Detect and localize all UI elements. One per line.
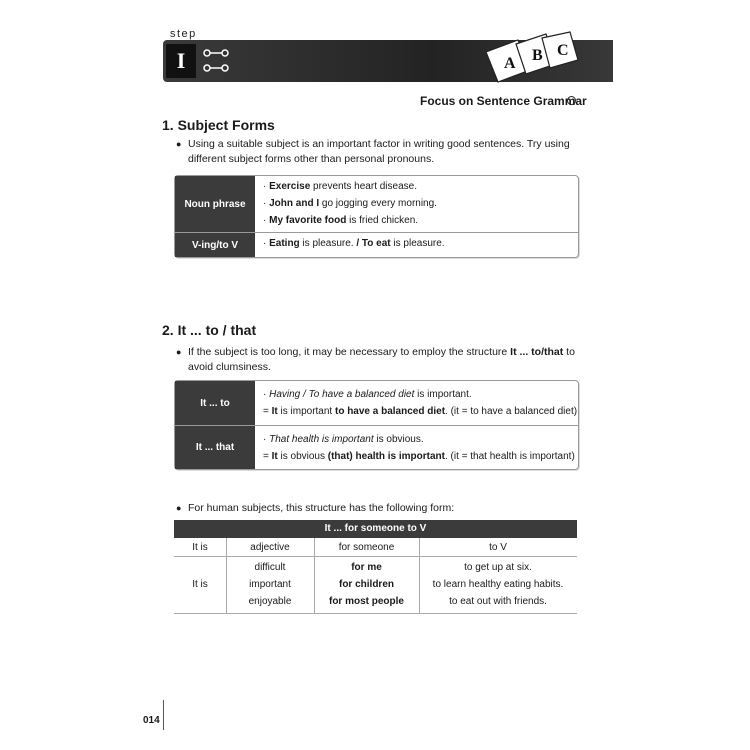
table-row <box>175 233 578 257</box>
example-line: · My favorite food is fried chicken. <box>263 215 419 226</box>
section-2-title: 2. It ... to / that <box>162 322 257 338</box>
row-body <box>263 426 575 469</box>
focus-title: Focus on Sentence Grammar <box>420 94 587 108</box>
table-row <box>175 426 578 469</box>
column-header: adjective <box>250 542 290 553</box>
example-line: · That health is important is obvious. <box>263 434 424 445</box>
letter-c: C <box>557 42 569 59</box>
step-label: step <box>170 28 197 40</box>
column-header: to V <box>489 542 507 553</box>
someone-cell: for children <box>338 579 394 590</box>
row-body <box>263 176 572 232</box>
abc-cards-illustration <box>478 30 588 84</box>
someone-cell: for most people <box>328 596 404 607</box>
table-title: It ... for someone to V <box>174 520 577 538</box>
row-body <box>263 381 578 425</box>
circle-icon <box>567 96 576 105</box>
someone-cell: for me <box>351 562 382 573</box>
section-1-bullet: Using a suitable subject is an important factor in writing good sentences. Try using different subject forms other than personal pronouns. <box>188 138 570 165</box>
bullet-icon: ● <box>176 503 182 513</box>
for-someone-table <box>174 538 577 614</box>
column-header: It is <box>192 542 208 553</box>
section-2-bullet: If the subject is too long, it may be necessary to employ the structure It ... to/that to avoid clumsiness. <box>188 346 575 373</box>
connector-icon <box>203 48 229 74</box>
adjective-cell: enjoyable <box>248 596 292 607</box>
page-rule <box>163 700 164 730</box>
example-line: = It is important to have a balanced diet. (it = to have a balanced diet) <box>263 406 578 417</box>
row-header: It ... to <box>175 381 255 425</box>
section-1-title: 1. Subject Forms <box>162 117 275 133</box>
human-subjects-bullet: For human subjects, this structure has the following form: <box>188 502 455 514</box>
table-row <box>175 381 578 425</box>
letter-b: B <box>532 47 543 64</box>
bullet-icon: ● <box>176 139 182 149</box>
it-to-that-table <box>174 380 579 470</box>
to-v-cell: to learn healthy eating habits. <box>432 579 564 590</box>
to-v-cell: to get up at six. <box>464 562 532 573</box>
letter-a: A <box>504 55 516 72</box>
example-line: = It is obvious (that) health is important. (it = that health is important) <box>263 451 575 462</box>
subject-cell: It is <box>192 579 208 590</box>
page-number: 014 <box>143 715 160 726</box>
row-header: V-ing/to V <box>175 233 255 257</box>
example-line: · Exercise prevents heart disease. <box>263 181 417 192</box>
adjective-cell: important <box>249 579 291 590</box>
column-header: for someone <box>338 542 395 553</box>
example-line: · Eating is pleasure. / To eat is pleasure. <box>263 238 445 249</box>
to-v-cell: to eat out with friends. <box>449 596 547 607</box>
subject-forms-table <box>174 175 579 258</box>
divider <box>174 556 577 557</box>
step-number: I <box>166 44 196 78</box>
row-header: It ... that <box>175 426 255 469</box>
row-header: Noun phrase <box>175 176 255 232</box>
table-row <box>175 176 578 232</box>
adjective-cell: difficult <box>254 562 286 573</box>
example-line: · John and I go jogging every morning. <box>263 198 437 209</box>
bullet-icon: ● <box>176 347 182 357</box>
example-line: · Having / To have a balanced diet is important. <box>263 389 472 400</box>
row-body <box>263 233 572 257</box>
